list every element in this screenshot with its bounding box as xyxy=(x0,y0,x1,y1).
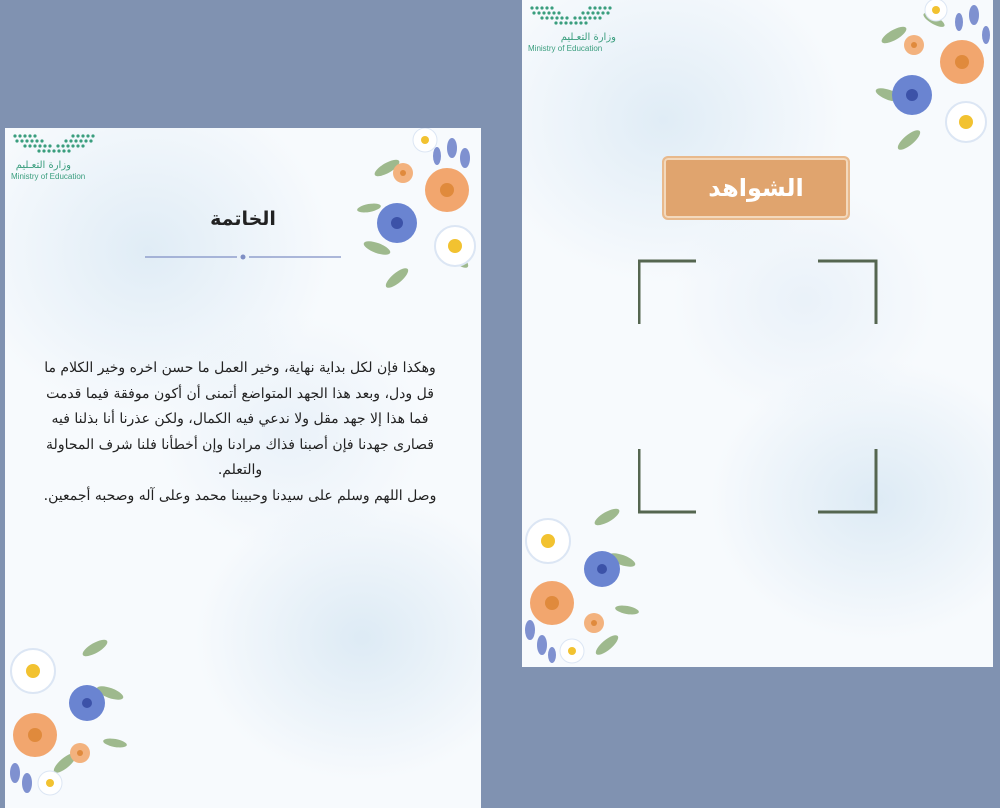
page-title: الخاتمة xyxy=(210,208,276,230)
ministry-logo xyxy=(11,130,97,182)
heading-banner xyxy=(662,156,850,220)
ministry-name-english: Ministry of Education xyxy=(528,44,603,53)
prayer-paragraph: وصل اللهم وسلم على سيدنا وحبيبنا محمد وعلى آله وصحبه أجمعين. xyxy=(43,487,437,504)
conclusion-page xyxy=(5,128,481,808)
photo-frame-corners xyxy=(638,259,878,515)
ministry-emblem-icon xyxy=(528,2,614,32)
ministry-logo xyxy=(528,2,616,54)
title-divider xyxy=(145,253,341,261)
page-heading: الشواهد xyxy=(708,174,804,202)
flower-bouquet-decoration xyxy=(522,505,642,667)
conclusion-paragraph: وهكذا فإن لكل بداية نهاية، وخير العمل ما حسن اخره وخير الكلام ما قل ودل، وبعد هذا الجهد المتواضع أتمنى أن أكون موفقة فيما قدمت فما هذا إلا جهد مقل ولا ندعي فيه الكمال، ولكن عذرنا أنا بذلنا فيه قصارى جهدنا فإن أصبنا فذاك مرادنا وإن أخطأنا فلنا شرف المحاولة والتعلم. xyxy=(44,360,436,478)
ministry-name-arabic: وزارة التعـليم xyxy=(15,160,71,171)
ministry-emblem-icon xyxy=(11,130,97,160)
conclusion-text xyxy=(40,356,440,509)
ministry-name-english: Ministry of Education xyxy=(11,172,86,181)
evidence-page xyxy=(522,0,993,667)
flower-bouquet-decoration xyxy=(5,633,130,798)
flower-bouquet-decoration xyxy=(874,0,993,160)
ministry-name-arabic: وزارة التعـليم xyxy=(560,32,616,43)
